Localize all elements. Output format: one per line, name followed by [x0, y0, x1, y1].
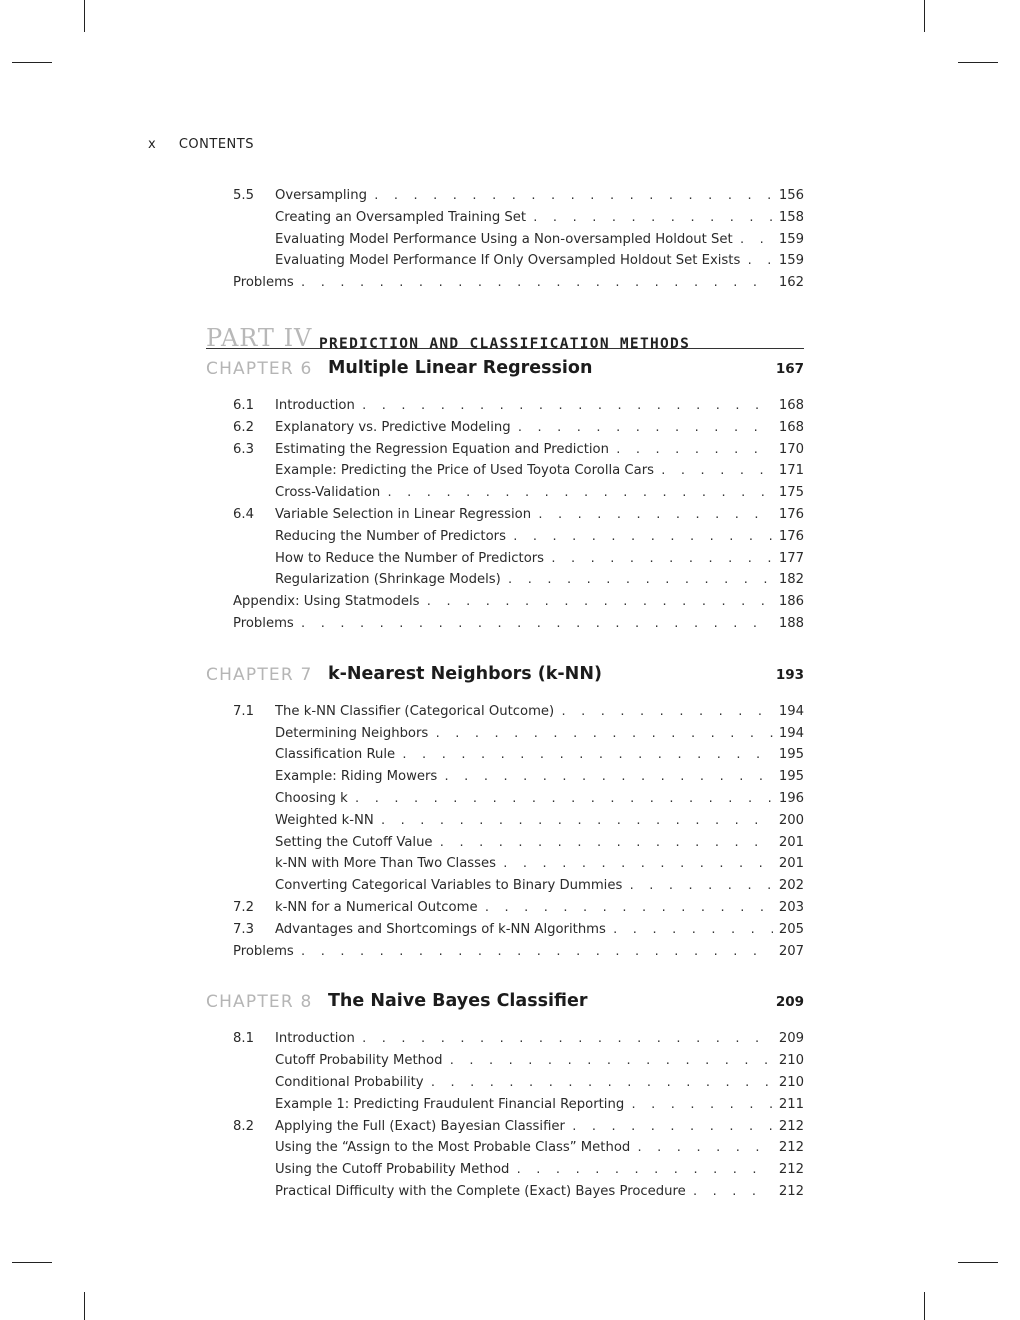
page-number: 212: [773, 1181, 804, 1203]
page-number: 201: [773, 853, 804, 875]
page-number: 186: [773, 591, 804, 613]
dot-leader: [502, 853, 773, 875]
toc-entry-line: [275, 919, 804, 941]
section-number: 7.1: [233, 703, 254, 719]
crop-mark: [12, 1262, 52, 1263]
dot-leader: [439, 832, 773, 854]
page-number: 168: [773, 417, 804, 439]
chapter-heading[interactable]: [206, 661, 804, 695]
crop-mark: [84, 1292, 85, 1320]
toc-entry[interactable]: [206, 504, 804, 526]
chapter-title: k-Nearest Neighbors (k-NN): [328, 663, 602, 684]
section-number: 8.2: [233, 1118, 254, 1134]
page-number: 202: [773, 875, 804, 897]
toc-entry-line: [275, 766, 804, 788]
section-title: Weighted k-NN: [275, 810, 380, 832]
dot-leader: [630, 1094, 773, 1116]
dot-leader: [628, 875, 773, 897]
page-number: 195: [773, 744, 804, 766]
page-number: 171: [773, 460, 804, 482]
dot-leader: [448, 1050, 772, 1072]
page-number: 210: [773, 1072, 804, 1094]
toc-entry-line: [275, 788, 804, 810]
toc-entry-line: [275, 504, 804, 526]
toc-entry-line: [233, 941, 804, 963]
toc-entry[interactable]: [206, 207, 804, 229]
page-number: 194: [773, 723, 804, 745]
dot-leader: [434, 723, 773, 745]
toc-entry-line: [275, 460, 804, 482]
toc-entry[interactable]: [206, 526, 804, 548]
section-title: Classification Rule: [275, 744, 401, 766]
page-number: 195: [773, 766, 804, 788]
page-number: 158: [773, 207, 804, 229]
section-title: Introduction: [275, 395, 361, 417]
page-number: 203: [773, 897, 804, 919]
page-number: 156: [773, 185, 804, 207]
toc-entry[interactable]: [206, 395, 804, 417]
dot-leader: [537, 504, 773, 526]
toc-entry[interactable]: [206, 1159, 804, 1181]
dot-leader: [361, 395, 773, 417]
dot-leader: [300, 613, 773, 635]
toc-entry[interactable]: [206, 788, 804, 810]
toc-entry-line: [275, 439, 804, 461]
toc-entry[interactable]: [206, 875, 804, 897]
toc-entry[interactable]: [206, 185, 804, 207]
chapter-page-number: 167: [775, 360, 804, 377]
toc-entry[interactable]: [206, 569, 804, 591]
toc-entry[interactable]: [206, 417, 804, 439]
dot-leader: [560, 701, 773, 723]
toc-entry-line: [275, 701, 804, 723]
chapter-label: CHAPTER 6: [206, 358, 313, 379]
running-title: CONTENTS: [178, 137, 254, 152]
page-number: 212: [773, 1137, 804, 1159]
table-of-contents: [206, 185, 804, 1203]
section-title: Cross-Validation: [275, 482, 386, 504]
toc-entry[interactable]: [206, 897, 804, 919]
dot-leader: [426, 591, 773, 613]
dot-leader: [692, 1181, 773, 1203]
toc-entry-line: [275, 1050, 804, 1072]
toc-entry[interactable]: [206, 548, 804, 570]
section-title: Using the “Assign to the Most Probable Class” Method: [275, 1137, 636, 1159]
part-heading: [206, 310, 804, 352]
page-number: 159: [773, 250, 804, 272]
dot-leader: [615, 439, 773, 461]
section-number: 7.2: [233, 899, 254, 915]
dot-leader: [484, 897, 773, 919]
crop-mark: [924, 0, 925, 32]
page-number: 168: [773, 395, 804, 417]
crop-mark: [84, 0, 85, 32]
dot-leader: [373, 185, 773, 207]
chapter-page-number: 193: [775, 666, 804, 683]
toc-entry[interactable]: [206, 1028, 804, 1050]
chapter-spacer: [206, 635, 804, 655]
toc-entry[interactable]: [206, 1116, 804, 1138]
running-head: [148, 137, 254, 152]
toc-entry-line: [275, 207, 804, 229]
chapter-title: Multiple Linear Regression: [328, 357, 593, 378]
page-number: 210: [773, 1050, 804, 1072]
section-title: k-NN with More Than Two Classes: [275, 853, 502, 875]
dot-leader: [443, 766, 773, 788]
toc-entry[interactable]: [206, 941, 804, 963]
part-title: PREDICTION AND CLASSIFICATION METHODS: [319, 335, 691, 352]
toc-entry-line: [275, 229, 804, 251]
toc-entry-line: [275, 526, 804, 548]
toc-entry-line: [275, 1094, 804, 1116]
page-number: 176: [773, 526, 804, 548]
chapter-title: The Naive Bayes Classifier: [328, 991, 588, 1012]
toc-entry[interactable]: [206, 613, 804, 635]
toc-entry[interactable]: [206, 744, 804, 766]
chapters-list: [206, 355, 804, 1203]
dot-leader: [515, 1159, 772, 1181]
dot-leader: [512, 526, 773, 548]
page-number: 212: [773, 1159, 804, 1181]
section-title: Appendix: Using Statmodels: [233, 591, 426, 613]
section-title: Introduction: [275, 1028, 361, 1050]
chapter-spacer: [206, 962, 804, 982]
dot-leader: [636, 1137, 773, 1159]
dot-leader: [354, 788, 773, 810]
page-number: 212: [773, 1116, 804, 1138]
dot-leader: [517, 417, 773, 439]
dot-leader: [430, 1072, 773, 1094]
section-title: Oversampling: [275, 185, 373, 207]
toc-entry-line: [233, 591, 804, 613]
page-number: 175: [773, 482, 804, 504]
section-title: Using the Cutoff Probability Method: [275, 1159, 515, 1181]
section-title: Problems: [233, 272, 300, 294]
toc-entry-line: [275, 417, 804, 439]
toc-entry-line: [233, 613, 804, 635]
page-number: 205: [773, 919, 804, 941]
toc-entry[interactable]: [206, 853, 804, 875]
section-title: Problems: [233, 613, 300, 635]
part-label: PART IV: [206, 323, 313, 352]
toc-entry-line: [275, 1159, 804, 1181]
toc-entry-line: [275, 832, 804, 854]
toc-entry[interactable]: [206, 1050, 804, 1072]
dot-leader: [361, 1028, 773, 1050]
section-number: 6.3: [233, 441, 254, 457]
section-title: Variable Selection in Linear Regression: [275, 504, 537, 526]
toc-entry-line: [275, 548, 804, 570]
section-title: Example 1: Predicting Fraudulent Financial Reporting: [275, 1094, 630, 1116]
toc-entry[interactable]: [206, 810, 804, 832]
toc-entry-line: [275, 810, 804, 832]
dot-leader: [612, 919, 773, 941]
chapter-heading[interactable]: [206, 355, 804, 389]
section-title: Applying the Full (Exact) Bayesian Classifier: [275, 1116, 571, 1138]
toc-entry-line: [275, 1137, 804, 1159]
dot-leader: [532, 207, 773, 229]
section-title: How to Reduce the Number of Predictors: [275, 548, 550, 570]
page-number: 170: [773, 439, 804, 461]
chapter-label: CHAPTER 7: [206, 664, 313, 685]
toc-entry[interactable]: [206, 591, 804, 613]
page-number: 200: [773, 810, 804, 832]
toc-entry[interactable]: [206, 1137, 804, 1159]
section-number: 6.1: [233, 397, 254, 413]
toc-entry-line: [275, 853, 804, 875]
toc-entry[interactable]: [206, 460, 804, 482]
dot-leader: [571, 1116, 773, 1138]
toc-entry-line: [275, 1028, 804, 1050]
section-title: Choosing k: [275, 788, 354, 810]
dot-leader: [746, 250, 772, 272]
toc-entry[interactable]: [206, 1181, 804, 1203]
dot-leader: [507, 569, 773, 591]
toc-entry[interactable]: [206, 766, 804, 788]
chapter-label: CHAPTER 8: [206, 992, 313, 1013]
toc-entry-line: [233, 272, 804, 294]
page-number: 194: [773, 701, 804, 723]
section-number: 5.5: [233, 188, 254, 203]
chapter-heading[interactable]: [206, 988, 804, 1022]
page-number: 211: [773, 1094, 804, 1116]
page-number: 177: [773, 548, 804, 570]
toc-entry-line: [275, 569, 804, 591]
page-number: 201: [773, 832, 804, 854]
section-title: Advantages and Shortcomings of k-NN Algorithms: [275, 919, 612, 941]
toc-entry-line: [275, 1116, 804, 1138]
section-title: Example: Riding Mowers: [275, 766, 443, 788]
chapter-entries: [206, 395, 804, 635]
dot-leader: [380, 810, 773, 832]
section-title: k-NN for a Numerical Outcome: [275, 897, 484, 919]
toc-entry[interactable]: [206, 482, 804, 504]
dot-leader: [739, 229, 773, 251]
toc-entry[interactable]: [206, 272, 804, 294]
toc-entry-line: [275, 482, 804, 504]
toc-entry[interactable]: [206, 1072, 804, 1094]
section-title: Reducing the Number of Predictors: [275, 526, 512, 548]
section-number: 6.4: [233, 506, 254, 522]
chapter-entries: [206, 1028, 804, 1202]
crop-mark: [958, 1262, 998, 1263]
dot-leader: [300, 941, 773, 963]
dot-leader: [660, 460, 773, 482]
toc-entry[interactable]: [206, 701, 804, 723]
toc-entry-line: [275, 185, 804, 207]
section-title: Regularization (Shrinkage Models): [275, 569, 507, 591]
toc-entry[interactable]: [206, 723, 804, 745]
page-number: 209: [773, 1028, 804, 1050]
toc-entry-line: [275, 1181, 804, 1203]
section-title: The k-NN Classifier (Categorical Outcome): [275, 701, 560, 723]
page-number: 182: [773, 569, 804, 591]
crop-mark: [12, 62, 52, 63]
toc-entry-line: [275, 395, 804, 417]
toc-entry-line: [275, 723, 804, 745]
section-title: Evaluating Model Performance If Only Oversampled Holdout Set Exists: [275, 250, 746, 272]
section-title: Evaluating Model Performance Using a Non-oversampled Holdout Set: [275, 229, 739, 251]
crop-mark: [958, 62, 998, 63]
page-number: 159: [773, 229, 804, 251]
section-title: Determining Neighbors: [275, 723, 434, 745]
page-number: 207: [773, 941, 804, 963]
dot-leader: [401, 744, 773, 766]
section-number: 7.3: [233, 921, 254, 937]
section-title: Problems: [233, 941, 300, 963]
section-number: 6.2: [233, 419, 254, 435]
toc-entry-line: [275, 875, 804, 897]
page-folio: x: [148, 137, 157, 152]
section-title: Practical Difficulty with the Complete (Exact) Bayes Procedure: [275, 1181, 692, 1203]
toc-section-pre: [206, 185, 804, 294]
section-title: Estimating the Regression Equation and Prediction: [275, 439, 615, 461]
section-title: Explanatory vs. Predictive Modeling: [275, 417, 517, 439]
chapter-entries: [206, 701, 804, 963]
section-title: Creating an Oversampled Training Set: [275, 207, 532, 229]
toc-entry[interactable]: [206, 1094, 804, 1116]
dot-leader: [386, 482, 773, 504]
section-title: Converting Categorical Variables to Binary Dummies: [275, 875, 628, 897]
toc-entry-line: [275, 744, 804, 766]
toc-entry[interactable]: [206, 250, 804, 272]
dot-leader: [300, 272, 773, 294]
toc-entry-line: [275, 250, 804, 272]
toc-entry[interactable]: [206, 832, 804, 854]
crop-mark: [924, 1292, 925, 1320]
toc-entry[interactable]: [206, 919, 804, 941]
toc-entry-line: [275, 1072, 804, 1094]
page-number: 196: [773, 788, 804, 810]
section-title: Example: Predicting the Price of Used Toyota Corolla Cars: [275, 460, 660, 482]
dot-leader: [550, 548, 773, 570]
page-number: 162: [773, 272, 804, 294]
page-number: 188: [773, 613, 804, 635]
toc-entry[interactable]: [206, 229, 804, 251]
chapter-page-number: 209: [775, 994, 804, 1011]
section-title: Conditional Probability: [275, 1072, 430, 1094]
page-number: 176: [773, 504, 804, 526]
section-number: 8.1: [233, 1031, 254, 1047]
toc-entry-line: [275, 897, 804, 919]
toc-entry[interactable]: [206, 439, 804, 461]
section-title: Setting the Cutoff Value: [275, 832, 439, 854]
section-title: Cutoff Probability Method: [275, 1050, 448, 1072]
